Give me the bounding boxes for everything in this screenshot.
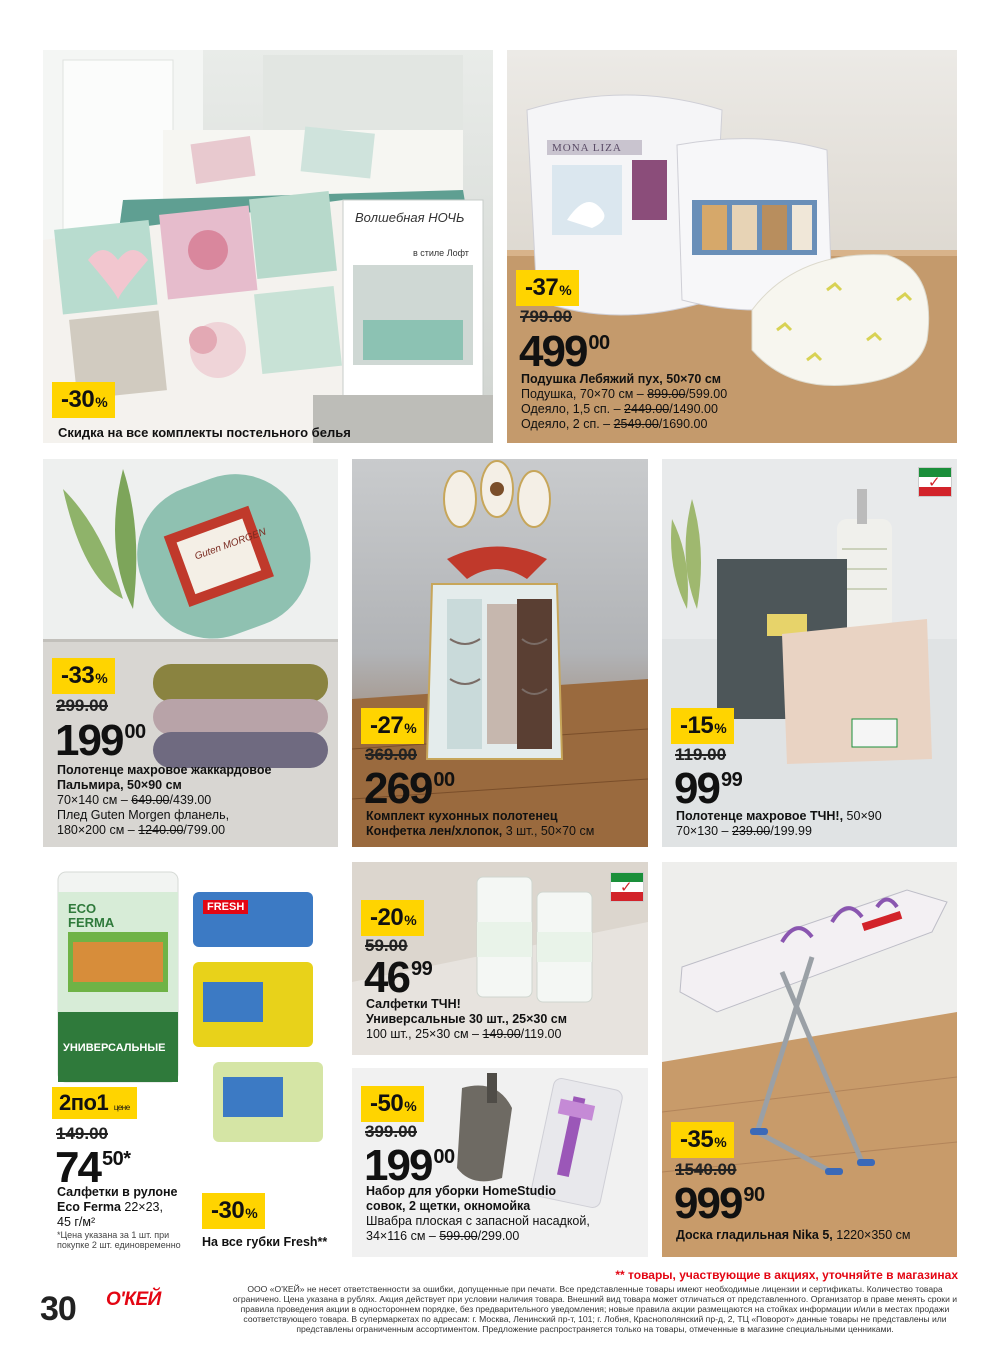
current-price [364, 1141, 455, 1190]
desc-new-price: /599.00 [685, 387, 728, 401]
desc-line: 1220×350 см [832, 1228, 911, 1242]
product-description [366, 809, 646, 839]
discount-badge [671, 708, 734, 744]
tile-towel-tchn[interactable] [662, 459, 957, 847]
price-decimal: 00 [433, 769, 455, 791]
discount-badge [671, 1122, 734, 1158]
discount-badge [516, 270, 579, 306]
product-description [521, 372, 821, 432]
old-price: 119.00 [675, 745, 727, 764]
desc-new-price: /199.99 [770, 824, 812, 838]
percent-sign: % [714, 1134, 727, 1150]
product-description [57, 1185, 197, 1230]
promo-value: 2по1 [59, 1090, 109, 1115]
desc-old-price: 1240.00 [138, 823, 184, 837]
product-name: Подушка Лебяжий пух, 50×70 см [521, 372, 722, 386]
tile-kitchen-towels[interactable] [352, 459, 648, 847]
tile-ironing-board[interactable] [662, 862, 957, 1257]
desc-new-price: /1690.00 [658, 417, 708, 431]
product-brand: Eco Ferma [57, 1200, 121, 1214]
current-price [55, 716, 146, 765]
legal-disclaimer: ООО «О'КЕЙ» не несет ответственности за ошибки, допущенные при печати. Все представленные товары имеют необходимые лицензии и сертификаты. Количество товара ограничено. Цена указана в рублях. Акция действует при условии наличия товара. Внешний вид товара может отличаться от представленного. Организатор в праве менять сроки и правила проведения акции в одностороннем порядке, без предварительного уведомления; новые правила акции размещаются на стойках информации и/или в местах продажи соответствующего товара. В супермаркетах по адресам: г. Москва, Ленинский пр-т, 101; г. Лобня, Краснополянский пр-д, 2, ТЦ «Поворот» данные товары не представлены или представлены ограниченным ассортиментом. Предложение распространяется только на товары, отмеченные в магазине специальными ценниками. [232, 1284, 958, 1334]
product-description [676, 809, 956, 839]
old-price: 799.00 [520, 307, 572, 326]
old-price: 399.00 [365, 1122, 417, 1141]
fresh-label: FRESH [203, 900, 248, 914]
desc-line: 70×130 – [676, 824, 732, 838]
current-price [674, 764, 743, 813]
old-price: 369.00 [365, 745, 417, 764]
price-integer: 999 [674, 1179, 742, 1228]
tile-eco-ferma[interactable] [43, 862, 338, 1257]
desc-new-price: /799.00 [183, 823, 226, 837]
desc-line: Подушка, 70×70 см – [521, 387, 648, 401]
price-integer: 499 [519, 327, 587, 376]
current-price [364, 764, 455, 813]
discount-value: -35 [680, 1126, 714, 1153]
desc-line: 70×140 см – [57, 793, 132, 807]
desc-new-price: /119.00 [520, 1027, 562, 1041]
price-decimal: 90 [743, 1184, 765, 1206]
desc-new-price: /439.00 [169, 793, 212, 807]
current-price [364, 953, 433, 1002]
discount-badge [52, 658, 115, 694]
desc-line: 180×200 см – [57, 823, 139, 837]
old-price: 149.00 [56, 1124, 108, 1143]
current-price [55, 1143, 131, 1192]
price-integer: 199 [364, 1141, 432, 1190]
product-description [366, 997, 646, 1042]
price-decimal: 99 [410, 958, 433, 980]
product-variant: Конфетка лен/хлопок, [366, 824, 503, 838]
percent-sign: % [404, 912, 417, 928]
desc-line: 22×23, [120, 1200, 163, 1214]
percent-sign: % [404, 720, 417, 736]
old-price: 1540.00 [675, 1160, 737, 1179]
percent-sign: % [559, 282, 572, 298]
discount-badge [52, 382, 115, 418]
price-decimal: 00 [433, 1146, 455, 1168]
current-price [519, 327, 610, 376]
product-variant: совок, 2 щетки, окномойка [366, 1199, 531, 1213]
discount-value: -15 [680, 712, 714, 739]
promo-2-for-1-badge [52, 1087, 137, 1119]
price-integer: 99 [674, 764, 719, 813]
discount-value: -33 [61, 662, 95, 689]
price-decimal: 00 [124, 721, 146, 743]
discount-value: -30 [61, 386, 95, 413]
pack-title: Волшебная НОЧЬ [355, 210, 465, 225]
desc-line: Плед Guten Morgen фланель, [57, 808, 230, 822]
discount-value: -50 [370, 1090, 404, 1117]
tile-napkins-tchn[interactable] [352, 862, 648, 1055]
product-description [57, 763, 317, 838]
desc-line: Швабра плоская с запасной насадкой, [366, 1214, 590, 1228]
pack-subtitle: в стиле Лофт [413, 248, 469, 258]
discount-value: -20 [370, 904, 404, 931]
product-description [366, 1184, 646, 1244]
product-description [676, 1228, 956, 1243]
price-decimal: 00 [588, 332, 610, 354]
price-integer: 74 [55, 1143, 100, 1192]
percent-sign: % [404, 1098, 417, 1114]
old-price: 59.00 [365, 936, 408, 955]
product-name: Набор для уборки HomeStudio [366, 1184, 557, 1198]
product-name: Доска гладильная Nika 5, [676, 1228, 833, 1242]
percent-sign: % [95, 670, 108, 686]
product-variant: Универсальные 30 шт., 25×30 см [366, 1012, 567, 1026]
product-name: Комплект кухонных полотенец [366, 809, 558, 823]
desc-line: Одеяло, 1,5 сп. – [521, 402, 625, 416]
towel-brand: Guten MORGEN [193, 526, 268, 563]
desc-line: Одеяло, 2 сп. – [521, 417, 614, 431]
price-decimal: 50* [101, 1148, 131, 1170]
tile-pillow[interactable] [507, 50, 957, 443]
percent-sign: % [245, 1205, 258, 1221]
desc-old-price: 649.00 [131, 793, 170, 807]
promo-sub: цене [113, 1103, 130, 1112]
price-footnote: *Цена указана за 1 шт. при покупке 2 шт. единовременно [57, 1230, 181, 1250]
desc-new-price: /299.00 [477, 1229, 520, 1243]
discount-value: -37 [525, 274, 559, 301]
desc-line: 34×116 см – [366, 1229, 440, 1243]
desc-line: 100 шт., 25×30 см – [366, 1027, 483, 1041]
tchn-flag-icon: ✓ [918, 467, 952, 497]
promo-notice: ** товары, участвующие в акциях, уточняйте в магазинах [615, 1268, 958, 1282]
price-decimal: 99 [720, 769, 743, 791]
desc-old-price: 239.00 [731, 824, 771, 838]
price-integer: 199 [55, 716, 123, 765]
percent-sign: % [714, 720, 727, 736]
product-name: Полотенце махровое жаккардовое Пальмира, 50×90 см [57, 763, 272, 792]
discount-value: -27 [370, 712, 404, 739]
percent-sign: % [95, 394, 108, 410]
tile-towel-jacquard[interactable] [43, 459, 338, 847]
bedding-caption [58, 425, 351, 440]
discount-badge [361, 708, 424, 744]
tile-bedding[interactable] [43, 50, 493, 443]
discount-value: -30 [211, 1197, 245, 1224]
brand-logo: О'КЕЙ [106, 1289, 161, 1310]
fresh-discount-badge [202, 1193, 265, 1229]
current-price [674, 1179, 765, 1228]
product-name: Салфетки ТЧН! [366, 997, 461, 1011]
page-number: 30 [40, 1290, 76, 1328]
roll-brand: ECO FERMA [68, 901, 115, 930]
desc-line: 45 г/м² [57, 1215, 96, 1229]
desc-old-price: 2449.00 [624, 402, 670, 416]
desc-new-price: /1490.00 [669, 402, 718, 416]
tile-cleaning-set[interactable] [352, 1068, 648, 1257]
discount-badge [361, 1086, 424, 1122]
desc-line: 50×90 [843, 809, 882, 823]
caption-text: На все губки Fresh** [202, 1235, 328, 1249]
product-name: Полотенце махровое ТЧН!, [676, 809, 844, 823]
caption-text: Скидка на все комплекты постельного белья [58, 425, 351, 440]
discount-badge [361, 900, 424, 936]
desc-line: 3 шт., 50×70 см [502, 824, 595, 838]
tchn-flag-icon: ✓ [610, 872, 644, 902]
roll-label: УНИВЕРСАЛЬНЫЕ [63, 1042, 166, 1054]
fresh-caption [202, 1235, 327, 1250]
desc-old-price: 899.00 [647, 387, 686, 401]
price-integer: 269 [364, 764, 432, 813]
pillow-brand: MONA LIZA [552, 142, 622, 154]
price-integer: 46 [364, 953, 409, 1002]
product-name: Салфетки в рулоне [57, 1185, 178, 1199]
desc-old-price: 599.00 [439, 1229, 478, 1243]
desc-old-price: 2549.00 [613, 417, 659, 431]
old-price: 299.00 [56, 696, 108, 715]
desc-old-price: 149.00 [482, 1027, 521, 1041]
